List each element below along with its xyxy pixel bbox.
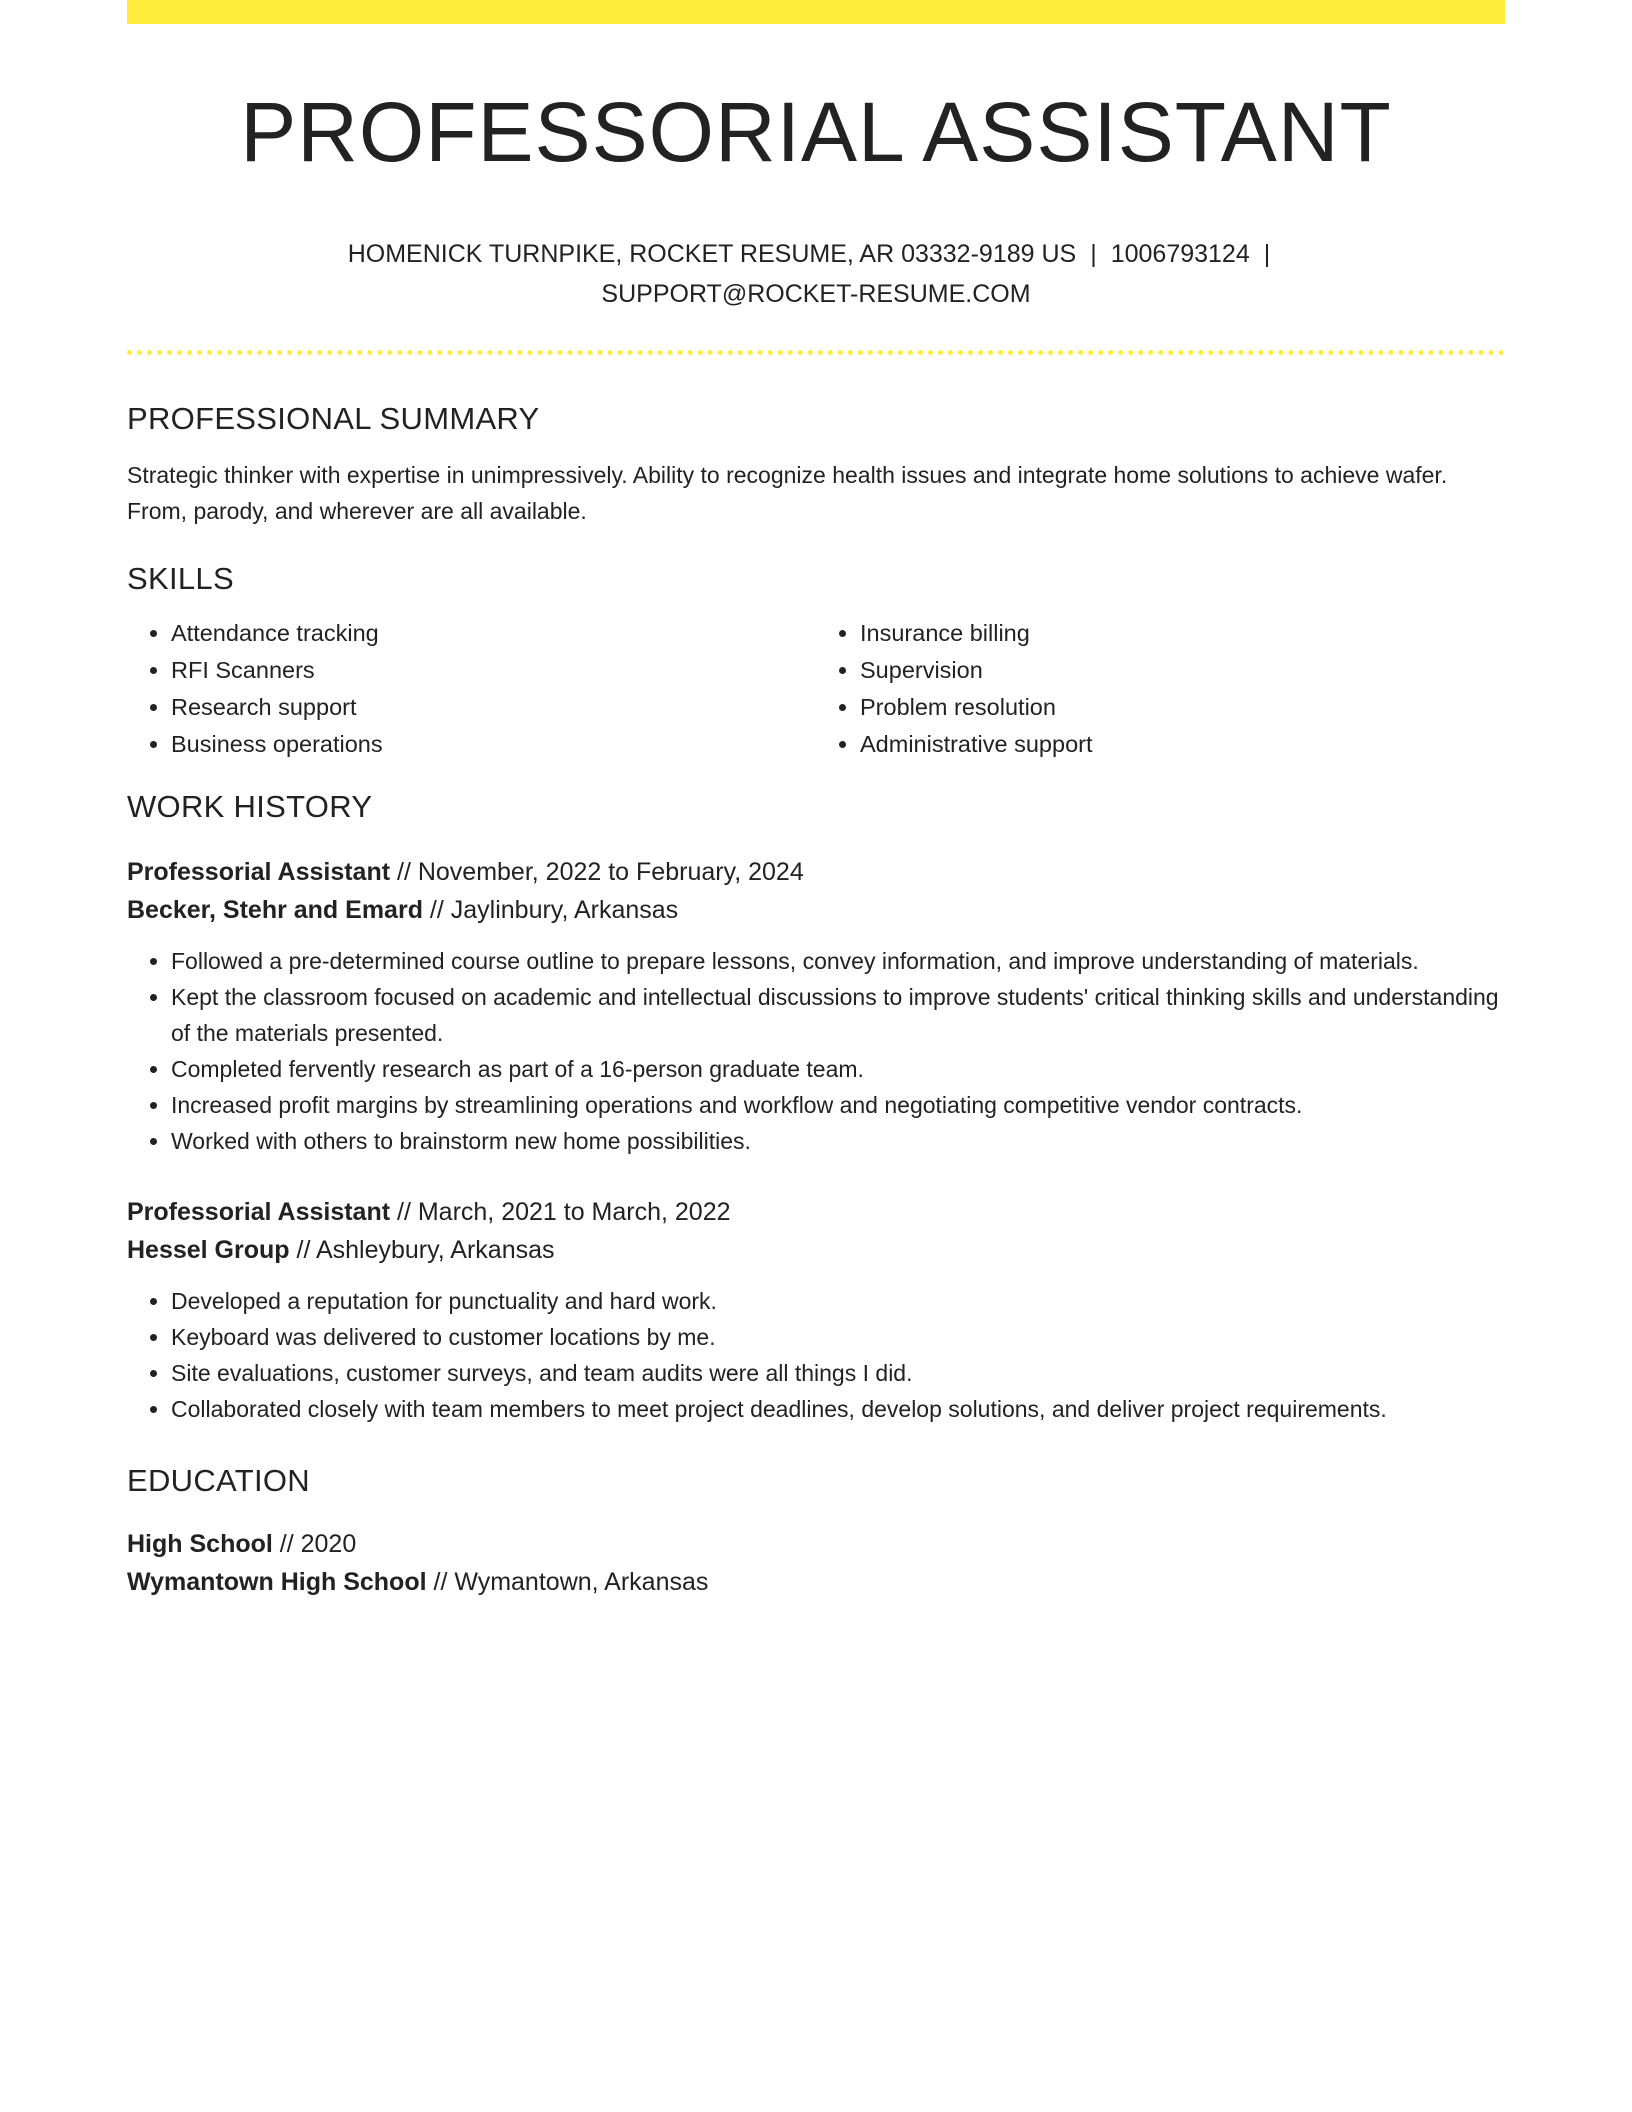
job-bullet: • Keyboard was delivered to customer locations by me. xyxy=(171,1319,1505,1355)
job-location: // Ashleybury, Arkansas xyxy=(289,1236,555,1265)
education-school: Wymantown High School xyxy=(127,1568,427,1597)
skills-list xyxy=(127,615,1505,763)
skills-column-left xyxy=(127,615,816,763)
education-school-line xyxy=(127,1563,1505,1601)
education-degree: High School xyxy=(127,1530,273,1559)
education-degree-line xyxy=(127,1525,1505,1563)
job-location: // Jaylinbury, Arkansas xyxy=(422,896,679,925)
job-bullet: • Worked with others to brainstorm new home possibilities. xyxy=(171,1123,1505,1159)
page-title: PROFESSORIAL ASSISTANT xyxy=(240,85,1392,179)
job-company-line xyxy=(127,891,1505,929)
job-entry xyxy=(127,1193,1505,1427)
skills-column-right xyxy=(816,615,1505,763)
skills-heading: SKILLS xyxy=(127,561,234,597)
job-bullets xyxy=(127,943,1505,1159)
work-history-heading: WORK HISTORY xyxy=(127,789,373,825)
job-bullet: • Site evaluations, customer surveys, and team audits were all things I did. xyxy=(171,1355,1505,1391)
skill-item: • Research support xyxy=(171,689,816,726)
dotted-divider xyxy=(127,350,1505,355)
skill-item: • Business operations xyxy=(171,726,816,763)
summary-heading: PROFESSIONAL SUMMARY xyxy=(127,401,540,437)
skill-item: • Problem resolution xyxy=(860,689,1505,726)
job-bullet: • Kept the classroom focused on academic and intellectual discussions to improve students' critical thinking skills and understanding of the materials presented. xyxy=(171,979,1505,1051)
job-company: Hessel Group xyxy=(127,1236,290,1265)
job-title-line xyxy=(127,853,1505,891)
email: SUPPORT@ROCKET-RESUME.COM xyxy=(601,280,1031,309)
education-entry xyxy=(127,1525,1505,1601)
job-title: Professorial Assistant xyxy=(127,858,391,887)
job-bullet: • Increased profit margins by streamlining operations and workflow and negotiating competitive vendor contracts. xyxy=(171,1087,1505,1123)
address: HOMENICK TURNPIKE, ROCKET RESUME, AR 03332-9189 US xyxy=(347,240,1077,269)
job-bullet: • Developed a reputation for punctuality and hard work. xyxy=(171,1283,1505,1319)
job-bullet: • Collaborated closely with team members to meet project deadlines, develop solutions, and deliver project requirements. xyxy=(171,1391,1505,1427)
job-bullet: • Followed a pre-determined course outline to prepare lessons, convey information, and improve understanding of materials. xyxy=(171,943,1505,979)
job-bullets xyxy=(127,1283,1505,1427)
skill-item: • Administrative support xyxy=(860,726,1505,763)
education-year: // 2020 xyxy=(272,1530,357,1559)
skill-item: • Supervision xyxy=(860,652,1505,689)
contact-info xyxy=(316,234,1316,314)
job-dates: // November, 2022 to February, 2024 xyxy=(390,858,804,887)
job-company-line xyxy=(127,1231,1505,1269)
job-entry xyxy=(127,853,1505,1159)
job-bullet: • Completed fervently research as part of a 16-person graduate team. xyxy=(171,1051,1505,1087)
skill-item: • RFI Scanners xyxy=(171,652,816,689)
skill-item: • Attendance tracking xyxy=(171,615,816,652)
summary-text: Strategic thinker with expertise in unimpressively. Ability to recognize health issues and integrate home solutions to achieve wafer. From, parody, and wherever are all available. xyxy=(127,462,1448,525)
education-location: // Wymantown, Arkansas xyxy=(426,1568,709,1597)
contact-separator: | xyxy=(1090,240,1097,269)
job-title: Professorial Assistant xyxy=(127,1198,391,1227)
job-dates: // March, 2021 to March, 2022 xyxy=(390,1198,731,1227)
job-title-line xyxy=(127,1193,1505,1231)
education-heading: EDUCATION xyxy=(127,1463,310,1499)
job-company: Becker, Stehr and Emard xyxy=(127,896,423,925)
phone: 1006793124 xyxy=(1110,240,1250,269)
top-accent-bar xyxy=(127,0,1505,24)
resume-page xyxy=(127,0,1505,1601)
skill-item: • Insurance billing xyxy=(860,615,1505,652)
contact-separator: | xyxy=(1263,240,1271,269)
